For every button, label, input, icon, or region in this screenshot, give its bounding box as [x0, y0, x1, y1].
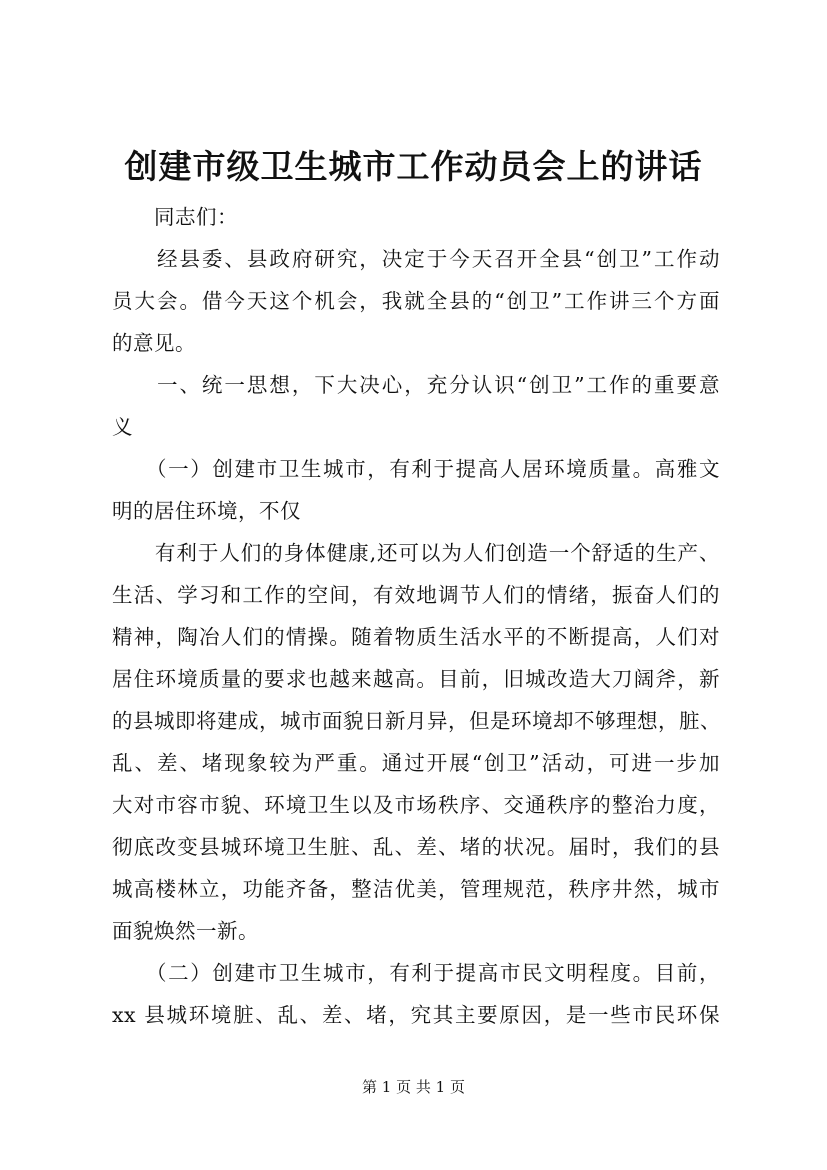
document-title: 创建市级卫生城市工作动员会上的讲话 [124, 147, 703, 186]
body-line: 员大会。借今天这个机会，我就全县的“创卫”工作讲三个方面 [112, 289, 720, 313]
body-line: 生活、学习和工作的空间，有效地调节人们的情绪，振奋人们的 [112, 583, 720, 607]
body-line: 大对市容市貌、环境卫生以及市场秩序、交通秩序的整治力度， [112, 793, 720, 817]
body-line: 面貌焕然一新。 [112, 919, 259, 943]
document-body [112, 196, 720, 1036]
body-line: （二）创建市卫生城市，有利于提高市民文明程度。目前， [112, 961, 720, 985]
body-line: 乱、差、堵现象较为严重。通过开展“创卫”活动，可进一步加 [112, 751, 720, 775]
body-line: 精神，陶冶人们的情操。随着物质生活水平的不断提高，人们对 [112, 625, 720, 649]
body-line: 居住环境质量的要求也越来越高。目前，旧城改造大刀阔斧，新 [112, 667, 720, 691]
body-line: 一、统一思想，下大决心，充分认识“创卫”工作的重要意 [112, 373, 720, 397]
page-footer: 第 1 页 共 1 页 [362, 1078, 465, 1096]
body-line: 明的居住环境，不仅 [112, 499, 301, 523]
body-line: 义 [112, 415, 133, 439]
body-line: xx 县城环境脏、乱、差、堵，究其主要原因，是一些市民环保 [112, 1003, 720, 1027]
body-line: 彻底改变县城环境卫生脏、乱、差、堵的状况。届时，我们的县 [112, 835, 720, 859]
body-line: 同志们： [112, 205, 238, 229]
body-line: 的县城即将建成，城市面貌日新月异，但是环境却不够理想，脏、 [112, 709, 721, 733]
body-line: 有利于人们的身体健康,还可以为人们创造一个舒适的生产、 [112, 541, 720, 565]
body-line: （一）创建市卫生城市，有利于提高人居环境质量。高雅文 [112, 457, 720, 481]
body-line: 城高楼林立，功能齐备，整洁优美，管理规范，秩序井然，城市 [112, 877, 720, 901]
body-line: 经县委、县政府研究，决定于今天召开全县“创卫”工作动 [112, 247, 720, 271]
body-line: 的意见。 [112, 331, 196, 355]
